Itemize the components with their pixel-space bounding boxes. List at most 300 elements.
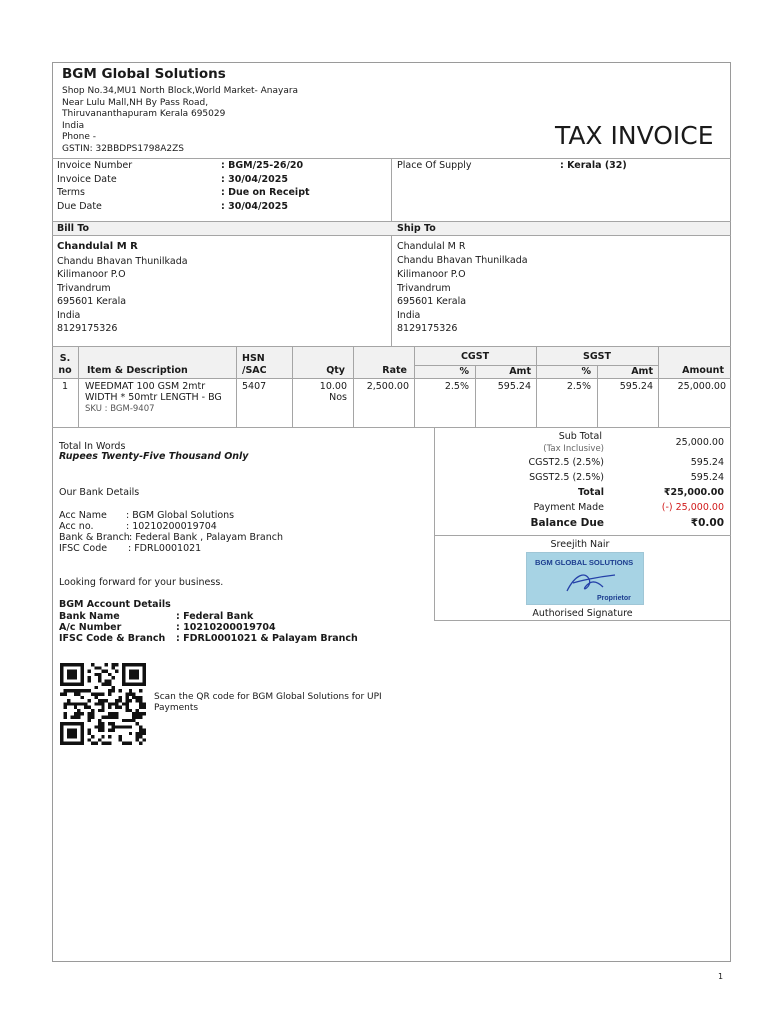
meta-label: Terms [57, 187, 85, 198]
balance-due-value: ₹0.00 [690, 517, 724, 529]
qr-module [129, 699, 132, 702]
qr-module [98, 699, 101, 702]
cell-qty: 10.00 [319, 381, 347, 392]
qr-module [125, 693, 128, 696]
qr-module [118, 725, 121, 728]
qr-module [136, 712, 139, 715]
qr-module [67, 729, 77, 739]
ship-to-line: Chandu Bhavan Thunilkada [397, 255, 528, 266]
qr-module [136, 715, 139, 718]
qr-module [91, 663, 94, 666]
qr-module [84, 702, 87, 705]
qr-module [115, 670, 118, 673]
meta-label: Invoice Date [57, 173, 117, 185]
qr-module [94, 686, 97, 689]
qr-module [84, 689, 87, 692]
words-value: Rupees Twenty-Five Thousand Only [59, 451, 249, 462]
qr-module [108, 722, 111, 725]
cell-description: WEEDMAT 100 GSM 2mtr [85, 381, 206, 392]
qr-module [118, 706, 121, 709]
th-rate: Rate [382, 365, 407, 376]
qr-module [143, 706, 146, 709]
bank-value: : Federal Bank , Palayam Branch [129, 532, 284, 543]
qr-module [88, 706, 91, 709]
qr-module [136, 722, 139, 725]
th-sgst-amt: Amt [631, 366, 653, 377]
qr-module [101, 706, 104, 709]
qr-module [115, 725, 118, 728]
balance-due-label: Balance Due [530, 517, 604, 529]
upi-qr-code-graphic [60, 663, 146, 745]
qr-module [129, 742, 132, 745]
qr-module [70, 689, 73, 692]
qr-module [98, 725, 101, 728]
qr-module [139, 712, 142, 715]
cell-cgst-amt: 595.24 [497, 381, 531, 392]
th-item: Item & Description [87, 365, 188, 376]
qr-module [112, 676, 115, 679]
place-of-supply-value: : Kerala (32) [560, 160, 627, 171]
qr-module [101, 702, 104, 705]
qr-module [74, 712, 77, 715]
divider [52, 235, 731, 236]
qr-module [101, 725, 104, 728]
qr-module [115, 699, 118, 702]
cell-sku: SKU : BGM-9407 [85, 404, 155, 414]
qr-module [84, 706, 87, 709]
qr-module [88, 715, 91, 718]
qr-module [125, 719, 128, 722]
qr-module [122, 719, 125, 722]
qr-module [98, 719, 101, 722]
qr-module [105, 663, 108, 666]
qr-module [74, 693, 77, 696]
qr-module [91, 715, 94, 718]
qr-module [132, 712, 135, 715]
qr-module [143, 738, 146, 741]
qr-module [77, 689, 80, 692]
bill-to-line: India [57, 309, 81, 321]
stamp-company-text: BGM GLOBAL SOLUTIONS [535, 558, 634, 567]
qr-module [125, 709, 128, 712]
qr-module [101, 709, 104, 712]
qr-module [91, 709, 94, 712]
qr-module [136, 699, 139, 702]
qr-module [108, 673, 111, 676]
upi-qr-code [60, 663, 146, 745]
qr-module [67, 689, 70, 692]
payment-made-label: Payment Made [533, 502, 604, 513]
qr-module [105, 683, 108, 686]
ship-to-line: India [397, 309, 421, 321]
qr-module [101, 715, 104, 718]
qr-module [115, 712, 118, 715]
company-address-line: Thiruvananthapuram Kerala 695029 [62, 109, 226, 120]
column-divider [236, 346, 237, 427]
qr-module [105, 715, 108, 718]
qr-module [77, 702, 80, 705]
qr-caption: Payments [154, 703, 199, 713]
cell-rate: 2,500.00 [366, 381, 409, 392]
qr-module [139, 706, 142, 709]
bank-label: IFSC Code [59, 543, 108, 554]
authorised-signature-caption: Authorised Signature [532, 608, 633, 619]
qr-module [115, 706, 118, 709]
qr-module [74, 706, 77, 709]
payment-made-value: (-) 25,000.00 [661, 502, 724, 513]
qr-module [98, 702, 101, 705]
qr-module [125, 706, 128, 709]
qr-module [136, 709, 139, 712]
th-cgst-pct: % [459, 366, 469, 377]
qr-module [94, 696, 97, 699]
meta-value: : 30/04/2025 [221, 173, 288, 185]
qr-module [129, 725, 132, 728]
qr-module [101, 742, 104, 745]
meta-value: : BGM/25-26/20 [221, 160, 304, 171]
doc-title: TAX INVOICE [555, 121, 714, 150]
qr-module [122, 742, 125, 745]
qr-module [115, 663, 118, 666]
cell-sno: 1 [61, 381, 69, 392]
qr-module [132, 693, 135, 696]
cell-unit: Nos [329, 392, 347, 403]
qr-module [143, 732, 146, 735]
account-value: : 10210200019704 [176, 622, 276, 633]
qr-module [136, 735, 139, 738]
qr-module [108, 735, 111, 738]
qr-module [105, 679, 108, 682]
column-divider [434, 427, 435, 620]
qr-module [74, 715, 77, 718]
qr-module [101, 729, 104, 732]
qr-module [118, 696, 121, 699]
qr-module [70, 702, 73, 705]
bank-label: Acc no. [59, 521, 94, 532]
qr-module [74, 702, 77, 705]
qr-module [125, 725, 128, 728]
qr-module [139, 715, 142, 718]
qr-module [108, 706, 111, 709]
company-address-line: Shop No.34,MU1 North Block,World Market- Anayara [62, 86, 299, 96]
qr-module [98, 738, 101, 741]
ship-to-line: 695601 Kerala [397, 296, 467, 307]
stamp-role-text: Proprietor [597, 595, 631, 602]
qr-module [122, 702, 125, 705]
qr-module [125, 699, 128, 702]
bank-label: Bank & Branch [59, 532, 130, 543]
th-amount: Amount [682, 365, 724, 376]
qr-module [94, 702, 97, 705]
qr-module [98, 673, 101, 676]
ship-to-heading: Ship To [397, 223, 436, 234]
cell-description: WIDTH * 50mtr LENGTH - BG [85, 392, 222, 403]
qr-module [91, 712, 94, 715]
cell-hsn: 5407 [242, 381, 267, 392]
qr-module [139, 702, 142, 705]
qr-module [94, 742, 97, 745]
qr-module [143, 712, 146, 715]
company-address-line: Near Lulu Mall,NH By Pass Road, [62, 97, 209, 108]
bank-details-heading: Our Bank Details [59, 487, 140, 498]
th-sgst-pct: % [581, 366, 591, 377]
meta-label: Invoice Number [57, 160, 133, 171]
th-qty: Qty [326, 365, 345, 376]
company-address-line: India [62, 120, 85, 131]
qr-module [105, 742, 108, 745]
cell-sgst-amt: 595.24 [619, 381, 653, 392]
qr-module [101, 670, 104, 673]
qr-module [108, 729, 111, 732]
qr-module [112, 666, 115, 669]
bill-to-line: Chandu Bhavan Thunilkada [57, 255, 188, 267]
qr-module [112, 702, 115, 705]
qr-module [94, 666, 97, 669]
cell-sgst-pct: 2.5% [566, 381, 591, 392]
cgst-label: CGST2.5 (2.5%) [528, 457, 604, 468]
qr-module [63, 702, 66, 705]
closing-note: Looking forward for your business. [59, 577, 224, 588]
bill-to-phone: 8129175326 [57, 323, 118, 334]
qr-module [81, 696, 84, 699]
signature-stamp [526, 552, 644, 605]
qr-module [108, 712, 111, 715]
bank-value: : FDRL0001021 [128, 543, 202, 554]
qr-module [112, 715, 115, 718]
account-heading: BGM Account Details [59, 599, 171, 610]
bill-to-line: Kilimanoor P.O [57, 269, 126, 280]
place-of-supply-label: Place Of Supply [397, 160, 472, 171]
qr-module [143, 702, 146, 705]
ship-to-line: Kilimanoor P.O [397, 269, 466, 280]
qr-module [132, 719, 135, 722]
qr-module [88, 732, 91, 735]
qr-module [129, 732, 132, 735]
th-cgst-amt: Amt [509, 366, 531, 377]
qr-module [108, 689, 111, 692]
qr-module [98, 722, 101, 725]
qr-module [98, 666, 101, 669]
qr-module [101, 722, 104, 725]
column-divider [391, 158, 392, 346]
qr-module [94, 673, 97, 676]
qr-module [88, 679, 91, 682]
qr-module [136, 696, 139, 699]
divider [434, 620, 731, 621]
qr-module [63, 715, 66, 718]
qr-module [139, 725, 142, 728]
meta-label: Due Date [57, 200, 102, 212]
qr-module [98, 709, 101, 712]
words-label: Total In Words [59, 441, 126, 452]
cell-amount: 25,000.00 [677, 381, 726, 392]
qr-module [88, 719, 91, 722]
qr-module [129, 709, 132, 712]
qr-module [112, 725, 115, 728]
qr-module [125, 702, 128, 705]
qr-module [129, 693, 132, 696]
qr-module [74, 689, 77, 692]
th-cgst: CGST [460, 351, 490, 362]
qr-module [112, 729, 115, 732]
signer-name: Sreejith Nair [550, 539, 610, 550]
qr-module [94, 693, 97, 696]
qr-module [91, 742, 94, 745]
qr-module [88, 689, 91, 692]
qr-module [63, 693, 66, 696]
total-value: ₹25,000.00 [663, 487, 724, 498]
qr-module [108, 742, 111, 745]
qr-module [101, 693, 104, 696]
bill-to-line: 695601 Kerala [57, 296, 127, 307]
company-gstin: GSTIN: 32BBDPS1798A2ZS [62, 144, 185, 154]
address-header-band [53, 222, 730, 235]
account-label: A/c Number [59, 622, 122, 633]
qr-module [118, 689, 121, 692]
sub-total-value: 25,000.00 [675, 437, 724, 448]
qr-module [108, 715, 111, 718]
qr-module [81, 702, 84, 705]
qr-module [108, 683, 111, 686]
qr-module [91, 735, 94, 738]
company-name: BGM Global Solutions [62, 66, 226, 82]
qr-module [98, 693, 101, 696]
account-value: : FDRL0001021 & Palayam Branch [176, 633, 358, 644]
account-value: : Federal Bank [176, 611, 254, 622]
qr-module [108, 702, 111, 705]
qr-module [63, 689, 66, 692]
qr-module [108, 679, 111, 682]
bill-to-line: Trivandrum [57, 282, 111, 294]
qr-module [105, 699, 108, 702]
qr-module [88, 676, 91, 679]
qr-module [88, 738, 91, 741]
divider [52, 346, 731, 347]
qr-module [98, 676, 101, 679]
th-hsn: /SAC [242, 365, 267, 376]
cell-cgst-pct: 2.5% [444, 381, 469, 392]
bill-to-name: Chandulal M R [57, 241, 138, 252]
qr-module [101, 735, 104, 738]
qr-module [101, 699, 104, 702]
qr-module [60, 693, 63, 696]
total-label: Total [578, 487, 604, 498]
qr-module [81, 689, 84, 692]
qr-module [139, 742, 142, 745]
qr-module [77, 712, 80, 715]
qr-module [129, 719, 132, 722]
qr-module [67, 702, 70, 705]
qr-module [132, 715, 135, 718]
sgst-label: SGST2.5 (2.5%) [529, 472, 604, 483]
qr-module [88, 699, 91, 702]
qr-module [112, 689, 115, 692]
qr-module [136, 738, 139, 741]
qr-module [136, 732, 139, 735]
qr-module [98, 729, 101, 732]
divider [52, 221, 731, 222]
qr-module [139, 729, 142, 732]
sgst-value: 595.24 [690, 472, 724, 483]
qr-module [118, 735, 121, 738]
signature-stamp-art [527, 553, 643, 604]
divider [52, 427, 731, 428]
qr-module [105, 670, 108, 673]
qr-module [77, 693, 80, 696]
qr-module [118, 738, 121, 741]
bank-label: Acc Name [59, 510, 107, 521]
qr-module [143, 729, 146, 732]
qr-module [118, 699, 121, 702]
qr-module [67, 670, 77, 680]
sub-total-label: Sub Total [558, 431, 602, 442]
qr-module [139, 732, 142, 735]
qr-module [112, 722, 115, 725]
qr-module [94, 725, 97, 728]
qr-module [77, 709, 80, 712]
meta-value: : 30/04/2025 [221, 200, 288, 212]
ship-to-line: Chandulal M R [397, 241, 466, 252]
qr-module [139, 735, 142, 738]
qr-module [88, 729, 91, 732]
qr-module [108, 693, 111, 696]
qr-module [81, 712, 84, 715]
column-divider [78, 346, 79, 427]
qr-module [91, 693, 94, 696]
qr-module [115, 715, 118, 718]
qr-module [139, 699, 142, 702]
th-sgst: SGST [583, 351, 611, 362]
bill-to-heading: Bill To [57, 223, 90, 234]
bank-value: : BGM Global Solutions [126, 510, 235, 521]
qr-module [63, 712, 66, 715]
qr-caption: Scan the QR code for BGM Global Solutions for UPI [154, 692, 382, 702]
page-number: 1 [718, 972, 724, 981]
qr-module [88, 670, 91, 673]
qr-module [112, 686, 115, 689]
qr-module [63, 706, 66, 709]
qr-module [77, 715, 80, 718]
tax-inclusive-note: (Tax Inclusive) [543, 444, 604, 454]
qr-module [125, 742, 128, 745]
qr-module [115, 702, 118, 705]
qr-module [112, 663, 115, 666]
th-sno: no [58, 365, 72, 376]
qr-module [139, 696, 142, 699]
qr-module [139, 689, 142, 692]
qr-module [125, 696, 128, 699]
divider [52, 378, 731, 379]
qr-module [132, 696, 135, 699]
qr-module [98, 679, 101, 682]
ship-to-line: Trivandrum [397, 282, 451, 294]
divider [434, 535, 731, 536]
account-label: IFSC Code & Branch [59, 633, 166, 644]
account-label: Bank Name [59, 611, 120, 622]
meta-value: : Due on Receipt [221, 187, 310, 198]
qr-module [129, 689, 132, 692]
company-phone: Phone - [62, 132, 96, 143]
th-hsn: HSN [242, 353, 265, 364]
qr-module [129, 670, 139, 680]
ship-to-phone: 8129175326 [397, 323, 458, 334]
qr-module [101, 683, 104, 686]
th-sno: S. [59, 353, 71, 364]
qr-module [88, 712, 91, 715]
qr-module [112, 712, 115, 715]
cgst-value: 595.24 [690, 457, 724, 468]
qr-module [122, 725, 125, 728]
